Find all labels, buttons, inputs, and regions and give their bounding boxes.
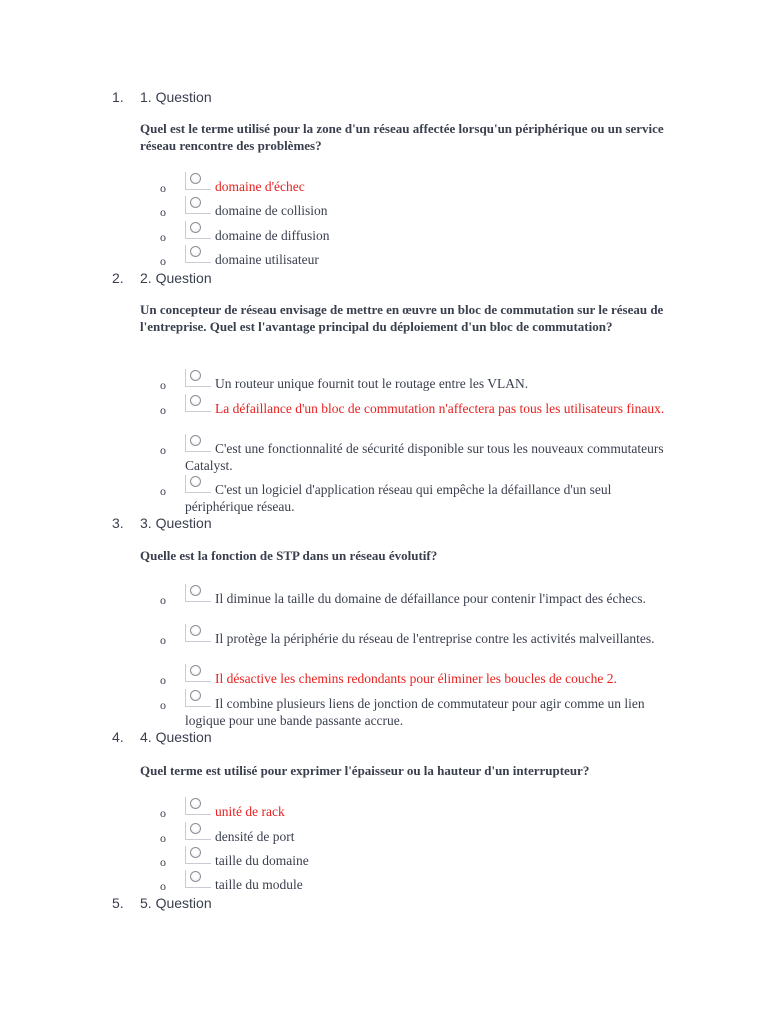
choice-text[interactable]: La défaillance d'un bloc de commutation n'affectera pas tous les utilisateurs finaux. xyxy=(215,401,665,416)
choice-text[interactable]: domaine de collision xyxy=(215,203,328,218)
choice-text[interactable]: Il combine plusieurs liens de jonction de commutateur pour agir comme un lien logique pour une bande passante accrue. xyxy=(185,696,645,728)
question-number: 5. xyxy=(112,895,124,911)
list-bullet: o xyxy=(160,254,166,268)
choice-text[interactable]: Il protège la périphérie du réseau de l'entreprise contre les activités malveillantes. xyxy=(215,631,655,646)
answer-choice[interactable] xyxy=(160,624,680,664)
choice-text[interactable]: Un routeur unique fournit tout le routage entre les VLAN. xyxy=(215,376,529,391)
question-label: 4. Question xyxy=(140,729,212,745)
choice-text[interactable]: unité de rack xyxy=(215,804,285,819)
list-bullet: o xyxy=(160,879,166,893)
question-text: Quel est le terme utilisé pour la zone d'un réseau affectée lorsqu'un périphérique ou un service réseau rencontre des problèmes? xyxy=(140,121,664,153)
choice-text[interactable]: taille du module xyxy=(215,877,303,892)
question-label: 5. Question xyxy=(140,895,212,911)
choice-text[interactable]: domaine de diffusion xyxy=(215,228,330,243)
question-text: Quelle est la fonction de STP dans un réseau évolutif? xyxy=(140,548,438,563)
question-label: 3. Question xyxy=(140,515,212,531)
question-number: 1. xyxy=(112,89,124,105)
list-bullet: o xyxy=(160,205,166,219)
question-number: 3. xyxy=(112,515,124,531)
choice-text[interactable]: C'est une fonctionnalité de sécurité disponible sur tous les nouveaux commutateurs Catalyst. xyxy=(185,441,664,473)
choice-text[interactable]: Il diminue la taille du domaine de défaillance pour contenir l'impact des échecs. xyxy=(215,591,646,606)
list-bullet: o xyxy=(160,855,166,869)
list-bullet: o xyxy=(160,593,166,607)
list-bullet: o xyxy=(160,831,166,845)
choice-text[interactable]: domaine utilisateur xyxy=(215,252,319,267)
answer-choice[interactable] xyxy=(160,434,680,474)
choice-text[interactable]: domaine d'échec xyxy=(215,179,305,194)
question-text: Quel terme est utilisé pour exprimer l'épaisseur ou la hauteur d'un interrupteur? xyxy=(140,763,590,778)
answer-choice[interactable] xyxy=(160,475,680,515)
question-header xyxy=(0,87,400,107)
list-bullet: o xyxy=(160,403,166,417)
question-header xyxy=(0,268,400,288)
question-label: 2. Question xyxy=(140,270,212,286)
list-bullet: o xyxy=(160,673,166,687)
question-number: 4. xyxy=(112,729,124,745)
answer-choice[interactable] xyxy=(160,394,680,434)
list-bullet: o xyxy=(160,806,166,820)
question-header xyxy=(0,513,400,533)
answer-choice[interactable] xyxy=(160,689,680,729)
question-header xyxy=(0,893,400,913)
choice-text[interactable]: densité de port xyxy=(215,829,295,844)
choice-text[interactable]: Il désactive les chemins redondants pour éliminer les boucles de couche 2. xyxy=(215,671,617,686)
question-header xyxy=(0,727,400,747)
list-bullet: o xyxy=(160,633,166,647)
choice-text[interactable]: C'est un logiciel d'application réseau qui empêche la défaillance d'un seul périphérique réseau. xyxy=(185,482,612,514)
question-text: Un concepteur de réseau envisage de mettre en œuvre un bloc de commutation sur le réseau de l'entreprise. Quel est l'avantage principal du déploiement d'un bloc de commutation? xyxy=(140,302,664,334)
choice-text[interactable]: taille du domaine xyxy=(215,853,309,868)
list-bullet: o xyxy=(160,181,166,195)
list-bullet: o xyxy=(160,443,166,457)
question-label: 1. Question xyxy=(140,89,212,105)
question-number: 2. xyxy=(112,270,124,286)
list-bullet: o xyxy=(160,698,166,712)
list-bullet: o xyxy=(160,378,166,392)
list-bullet: o xyxy=(160,484,166,498)
list-bullet: o xyxy=(160,230,166,244)
answer-choice[interactable] xyxy=(160,584,680,624)
